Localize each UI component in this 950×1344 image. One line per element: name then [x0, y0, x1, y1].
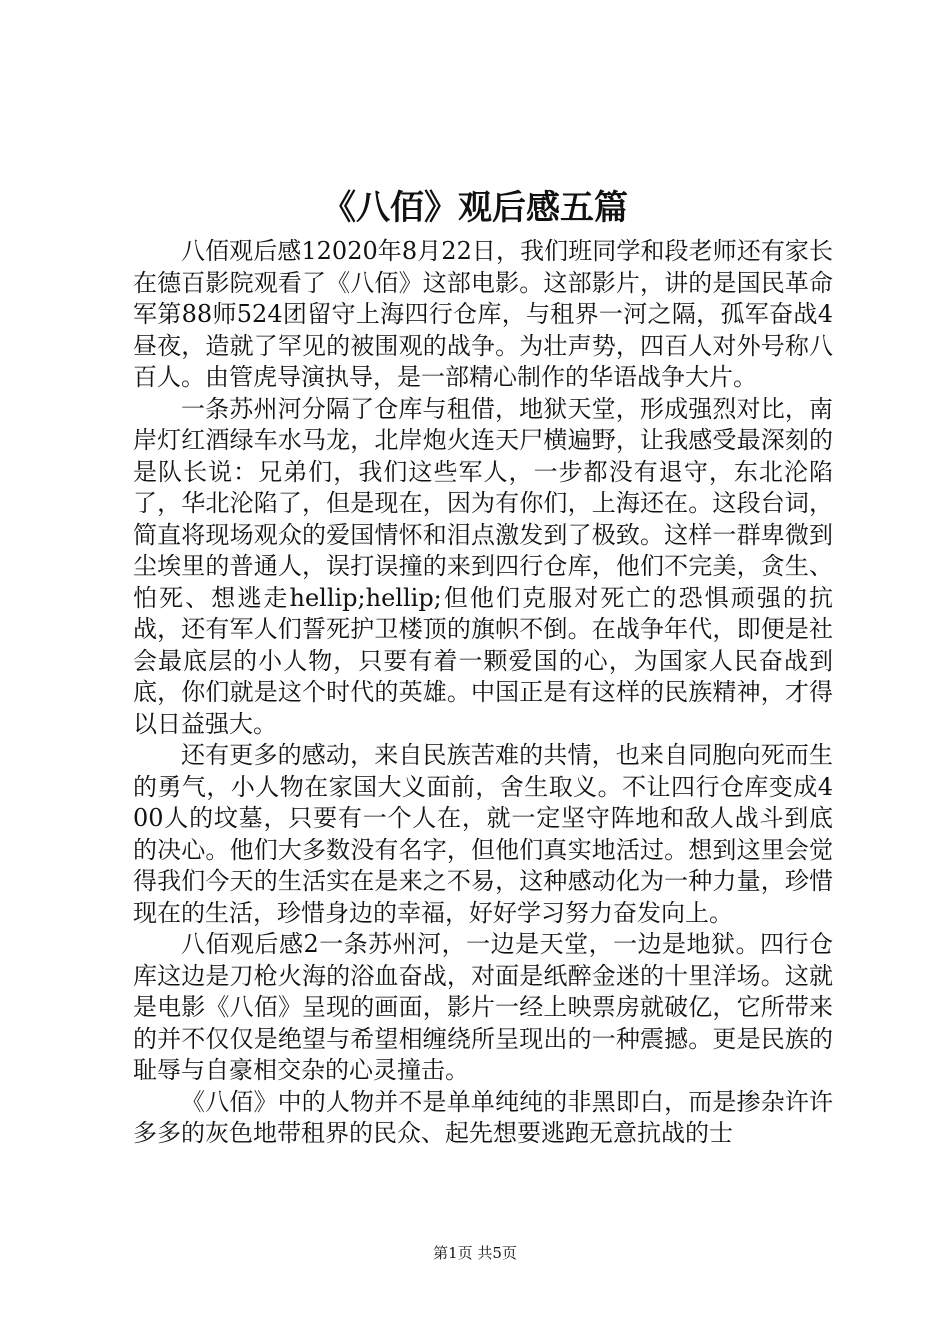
paragraph: 《八佰》中的人物并不是单单纯纯的非黑即白，而是掺杂许许多多的灰色地带租界的民众、起先想要逃跑无意抗战的士 [133, 1087, 833, 1147]
paragraph: 八佰观后感12020年8月22日，我们班同学和段老师还有家长在德百影院观看了《八佰》这部电影。这部影片，讲的是国民革命军第88师524团留守上海四行仓库，与租界一河之隔，孤军奋战4昼夜，造就了罕见的被围观的战争。为壮声势，四百人对外号称八百人。由管虎导演执导，是一部精心制作的华语战争大片。 [133, 237, 833, 391]
page-footer: 第1页 共5页 [433, 1244, 517, 1262]
paragraph: 八佰观后感2一条苏州河，一边是天堂，一边是地狱。四行仓库这边是刀枪火海的浴血奋战，对面是纸醉金迷的十里洋场。这就是电影《八佰》呈现的画面，影片一经上映票房就破亿，它所带来的并不仅仅是绝望与希望相缠绕所呈现出的一种震撼。更是民族的耻辱与自豪相交杂的心灵撞击。 [133, 930, 833, 1084]
paragraph: 还有更多的感动，来自民族苦难的共情，也来自同胞向死而生的勇气，小人物在家国大义面前，舍生取义。不让四行仓库变成400人的坟墓，只要有一个人在，就一定坚守阵地和敌人战斗到底的决心。他们大多数没有名字，但他们真实地活过。想到这里会觉得我们今天的生活实在是来之不易，这种感动化为一种力量，珍惜现在的生活，珍惜身边的幸福，好好学习努力奋发向上。 [133, 741, 833, 927]
paragraph: 一条苏州河分隔了仓库与租借，地狱天堂，形成强烈对比，南岸灯红酒绿车水马龙，北岸炮火连天尸横遍野，让我感受最深刻的是队长说：兄弟们，我们这些军人，一步都没有退守，东北沦陷了，华北沦陷了，但是现在，因为有你们，上海还在。这段台词，简直将现场观众的爱国情怀和泪点激发到了极致。这样一群卑微到尘埃里的普通人，误打误撞的来到四行仓库，他们不完美，贪生、怕死、想逃走hellip;hellip;但他们克服对死亡的恐惧顽强的抗战，还有军人们誓死护卫楼顶的旗帜不倒。在战争年代，即便是社会最底层的小人物，只要有着一颗爱国的心，为国家人民奋战到底，你们就是这个时代的英雄。中国正是有这样的民族精神，才得以日益强大。 [133, 394, 833, 738]
document-body [133, 236, 833, 1150]
document-title: 《八佰》观后感五篇 [322, 188, 628, 228]
